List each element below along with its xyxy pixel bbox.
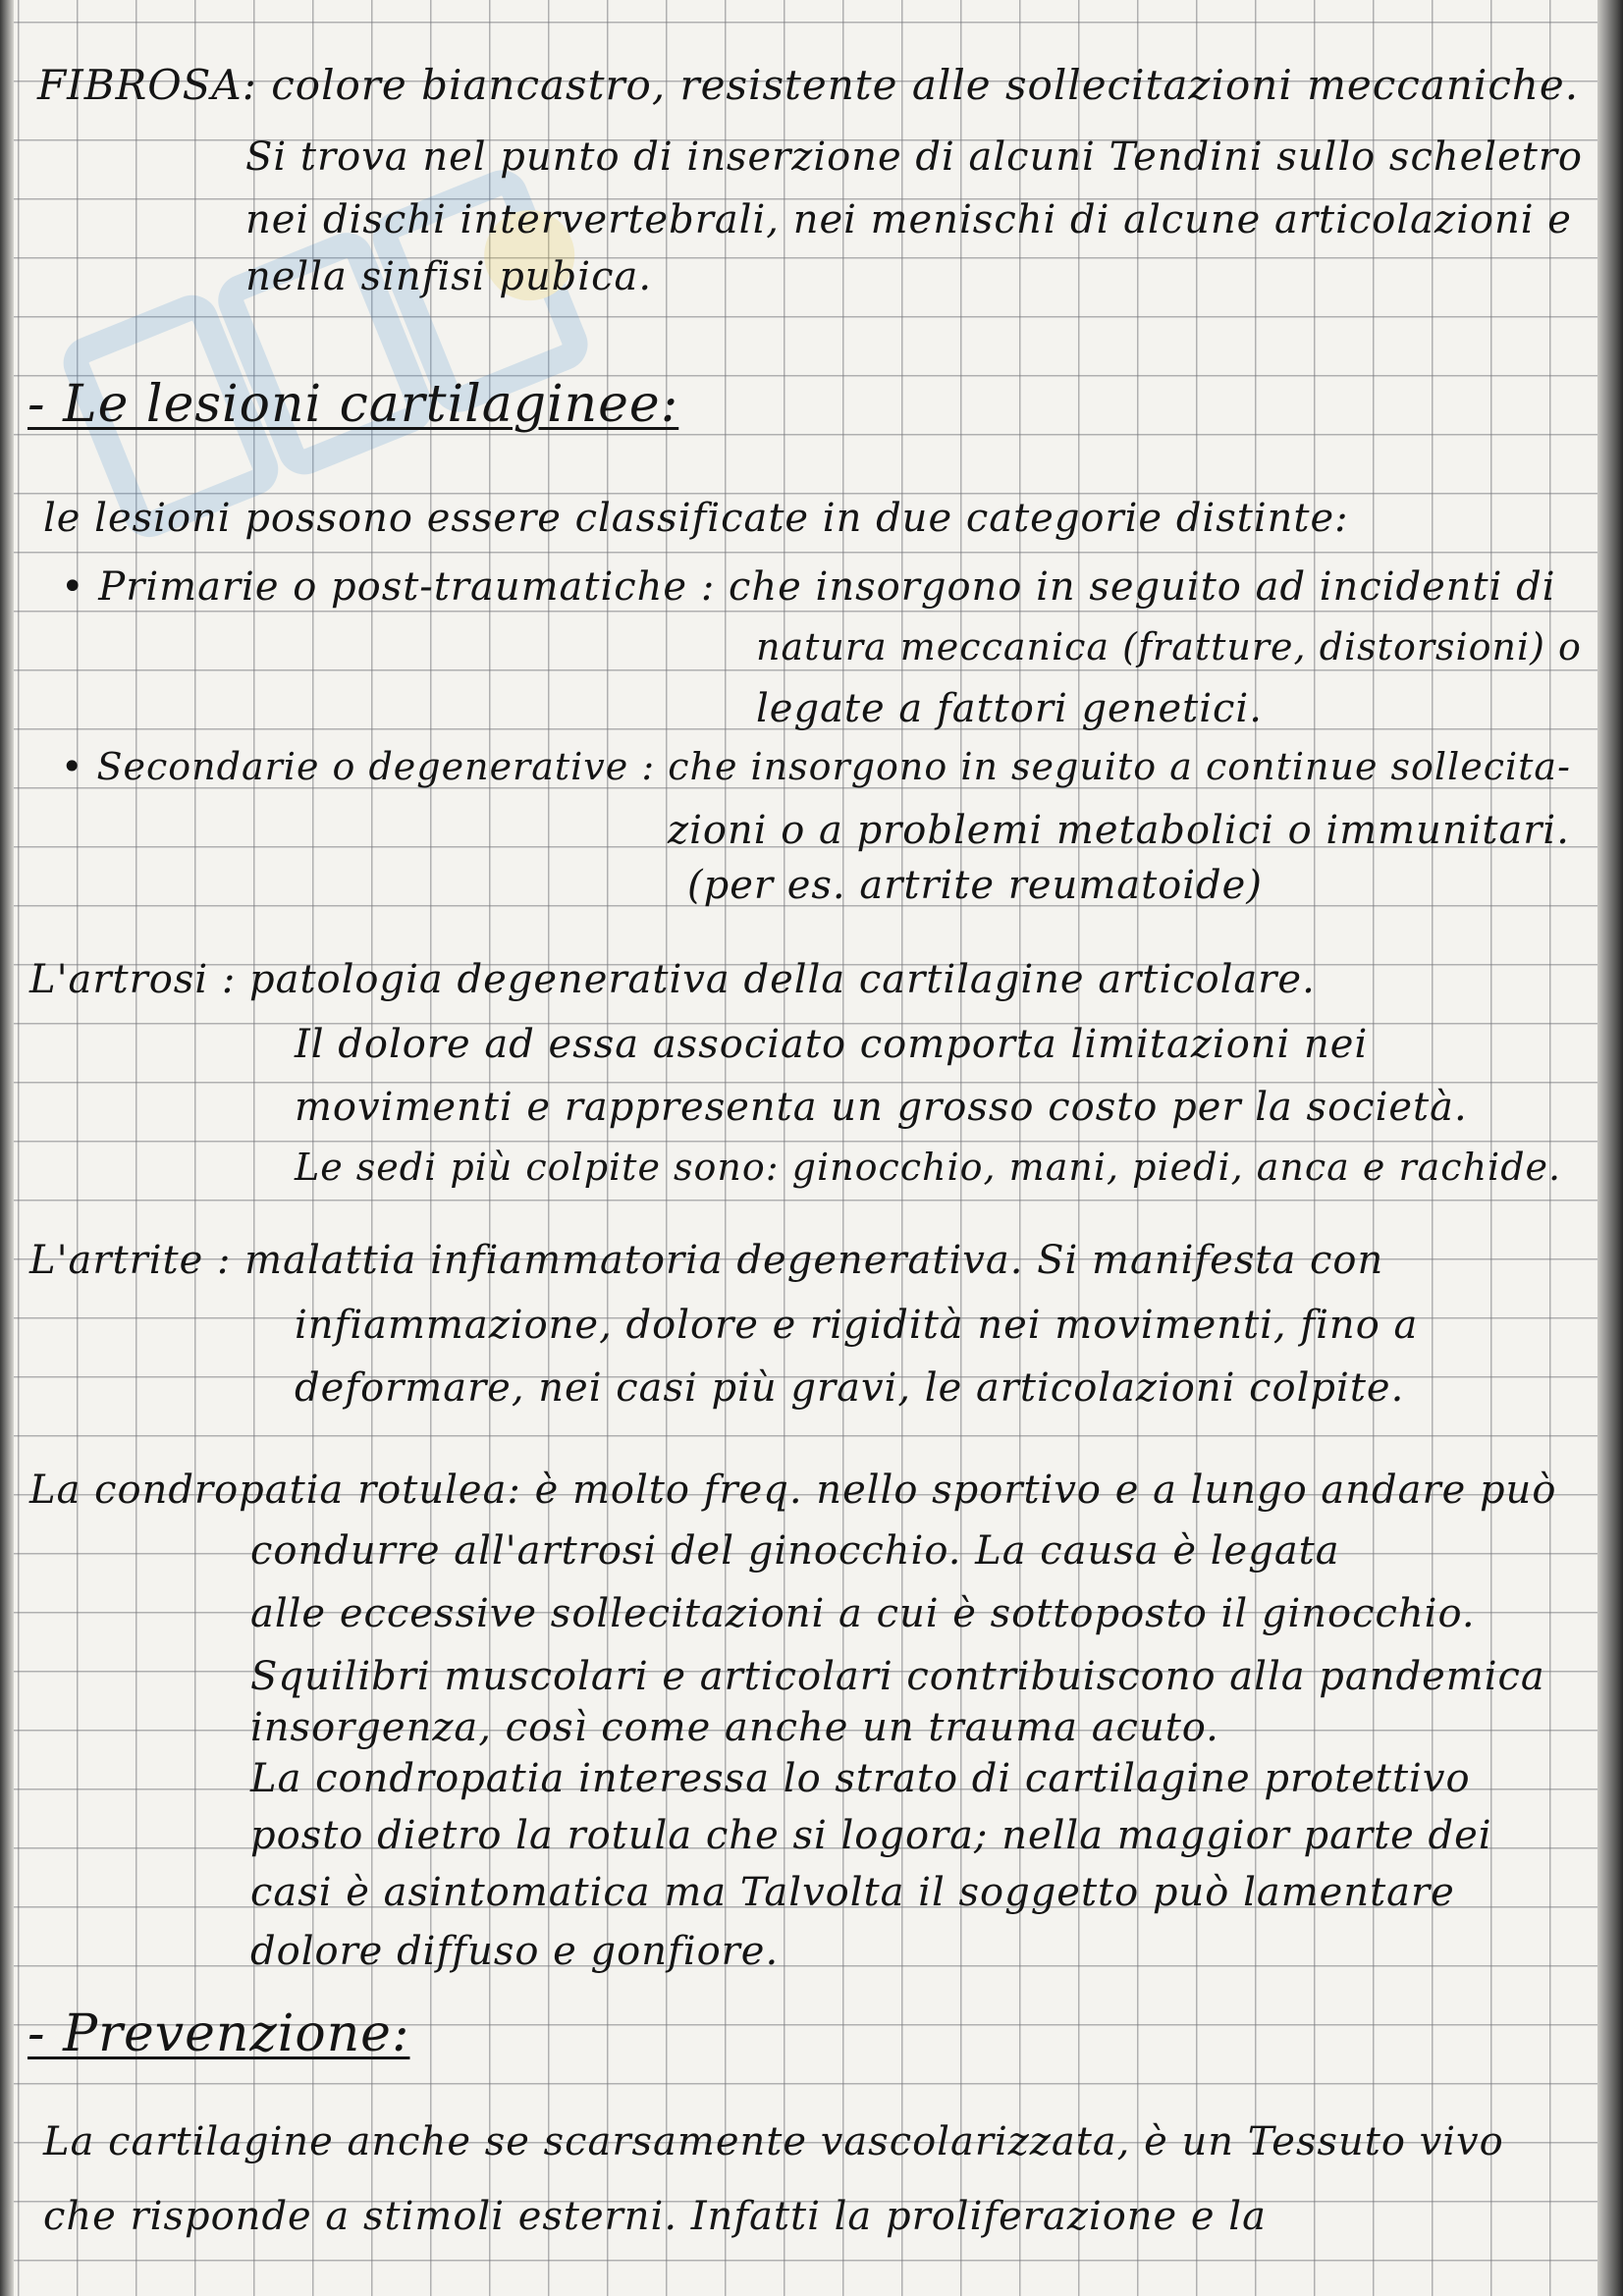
text-line-12: (per es. artrite reumatoide) [687,863,1263,908]
section-heading-prevenzione: - Prevenzione: [27,2004,410,2063]
text-line-23: Squilibri muscolari e articolari contribuiscono alla pandemica [250,1654,1545,1699]
text-line-9: legate a fattori genetici. [756,686,1263,731]
text-line-22: alle eccessive sollecitazioni a cui è sottoposto il ginocchio. [250,1591,1476,1636]
text-line-artrosi: L'artrosi : patologia degenerativa della cartilagine articolare. [29,957,1316,1002]
text-line-2: Si trova nel punto di inserzione di alcuni Tendini sullo scheletro [245,134,1584,180]
text-line-24: insorgenza, così come anche un trauma acuto. [250,1705,1219,1750]
text-line-condropatia: La condropatia rotulea: è molto freq. nello sportivo e a lungo andare può [29,1468,1557,1513]
section-heading-lesioni: - Le lesioni cartilaginee: [27,375,679,434]
text-line-14: Il dolore ad essa associato comporta limitazioni nei [295,1022,1369,1067]
text-line-19: deformare, nei casi più gravi, le articolazioni colpite. [295,1365,1405,1411]
page-right-edge [1597,0,1623,2296]
text-line-28: dolore diffuso e gonfiore. [250,1929,780,1974]
text-line-18: infiammazione, dolore e rigidità nei movimenti, fino a [295,1303,1419,1348]
text-line-26: posto dietro la rotula che si logora; nella maggior parte dei [250,1813,1492,1858]
text-line-7: • Primarie o post-traumatiche : che insorgono in seguito ad incidenti di [61,564,1556,610]
text-line-15: movimenti e rappresenta un grosso costo per la società. [295,1085,1468,1130]
text-line-21: condurre all'artrosi del ginocchio. La causa è legata [250,1528,1340,1574]
text-line-25: La condropatia interessa lo strato di cartilagine protettivo [250,1756,1471,1801]
text-line-6: le lesioni possono essere classificate in due categorie distinte: [43,496,1349,541]
text-line-10: • Secondarie o degenerative : che insorgono in seguito a continue sollecita- [61,745,1571,788]
text-line-1: FIBROSA: colore biancastro, resistente alle sollecitazioni meccaniche. [37,61,1580,109]
text-line-11: zioni o a problemi metabolici o immunitari. [668,808,1570,853]
page-left-edge [0,0,14,2296]
text-line-4: nella sinfisi pubica. [245,254,653,299]
text-line-27: casi è asintomatica ma Talvolta il soggetto può lamentare [250,1870,1455,1915]
text-line-31: che risponde a stimoli esterni. Infatti la proliferazione e la [43,2194,1267,2239]
text-line-30: La cartilagine anche se scarsamente vascolarizzata, è un Tessuto vivo [43,2119,1504,2164]
text-line-16: Le sedi più colpite sono: ginocchio, mani, piedi, anca e rachide. [295,1146,1562,1189]
text-line-artrite: L'artrite : malattia infiammatoria degenerativa. Si manifesta con [29,1238,1384,1283]
text-line-8: natura meccanica (fratture, distorsioni) o [756,625,1582,668]
text-line-3: nei dischi intervertebrali, nei menischi di alcune articolazioni e [245,197,1572,242]
